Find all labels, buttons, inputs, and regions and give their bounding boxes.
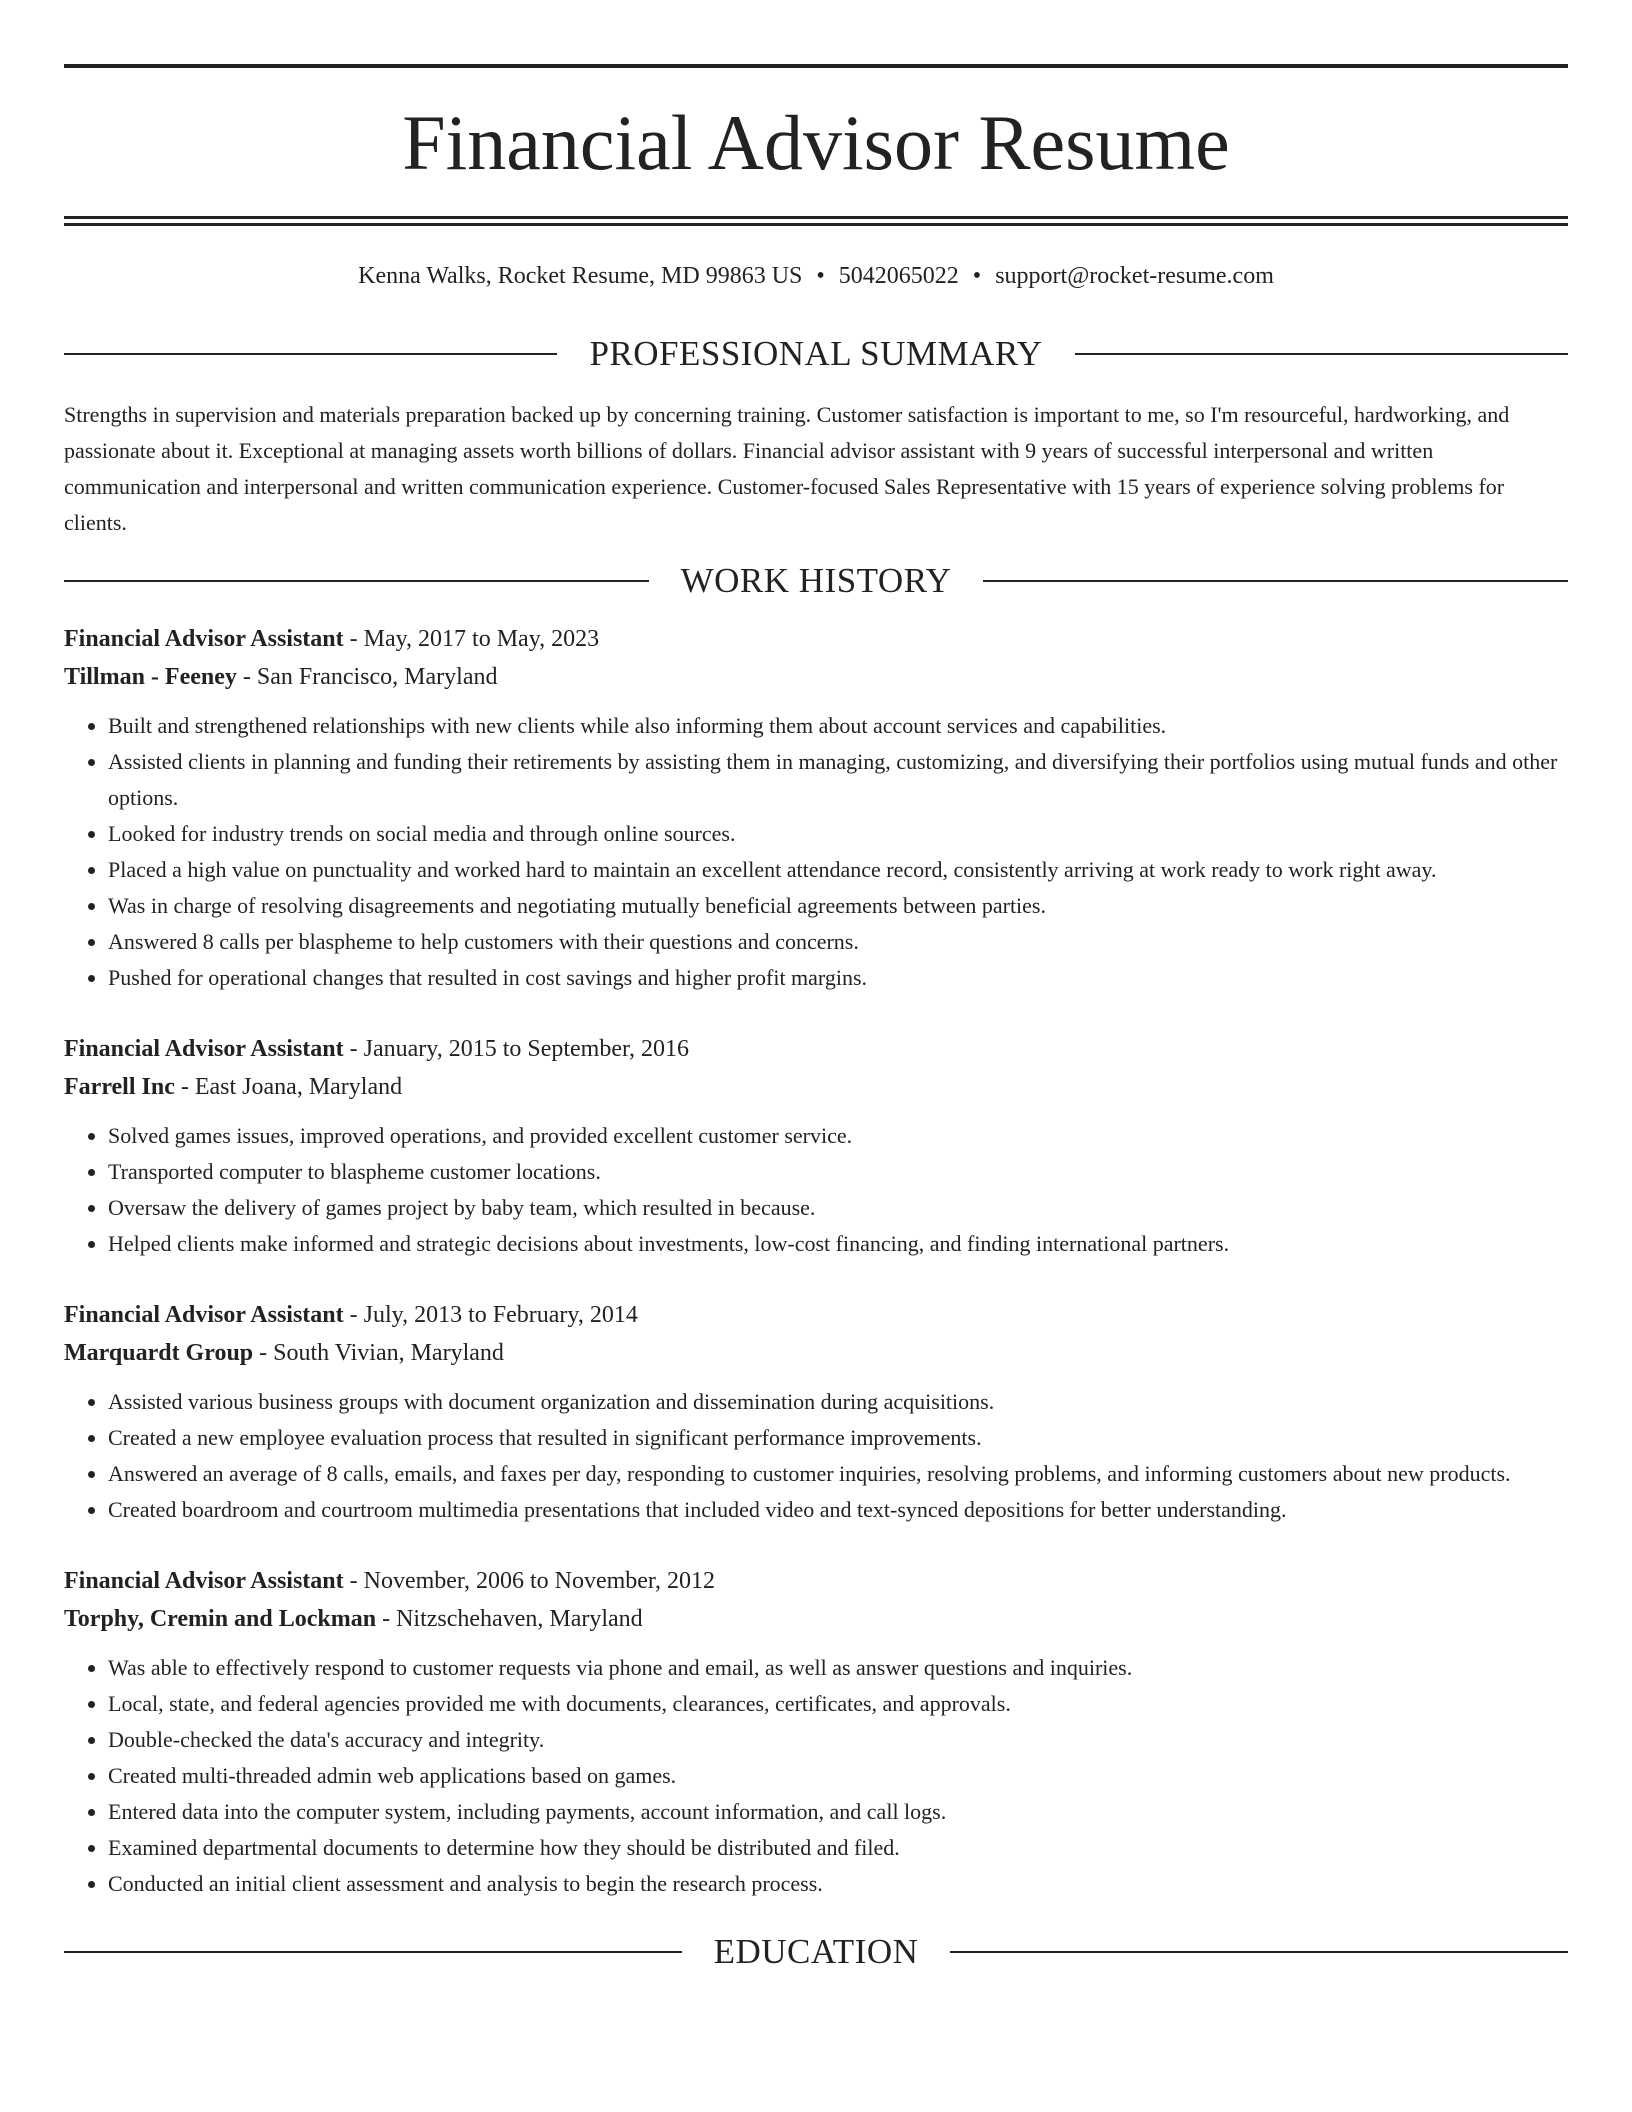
top-rule bbox=[64, 64, 1568, 68]
job-bullet-item: • Solved games issues, improved operations, and provided excellent customer service. bbox=[108, 1118, 1568, 1154]
job-bullet-item: • Placed a high value on punctuality and worked hard to maintain an excellent attendance record, consistently arriving at work ready to work right away. bbox=[108, 852, 1568, 888]
job-title-line bbox=[64, 620, 1568, 658]
job-entry bbox=[64, 620, 1568, 996]
heading-rule-left bbox=[64, 1951, 682, 1953]
job-entry bbox=[64, 1562, 1568, 1902]
job-title-line bbox=[64, 1296, 1568, 1334]
contact-separator: • bbox=[972, 263, 982, 289]
job-company: Marquardt Group bbox=[64, 1340, 254, 1366]
job-company: Farrell Inc bbox=[64, 1074, 175, 1100]
job-bullet-item: • Built and strengthened relationships with new clients while also informing them about account services and capabilities. bbox=[108, 708, 1568, 744]
resume-title: Financial Advisor Resume bbox=[402, 99, 1230, 186]
job-bullet-item: • Answered 8 calls per blaspheme to help customers with their questions and concerns. bbox=[108, 924, 1568, 960]
work-heading-label: WORK HISTORY bbox=[680, 561, 952, 600]
job-bullet-item: • Was able to effectively respond to customer requests via phone and email, as well as answer questions and inquiries. bbox=[108, 1650, 1568, 1686]
job-dates: - November, 2006 to November, 2012 bbox=[343, 1568, 715, 1594]
job-location: - East Joana, Maryland bbox=[174, 1074, 403, 1100]
job-company-line bbox=[64, 658, 1568, 696]
contact-phone: 5042065022 bbox=[838, 263, 959, 289]
heading-rule-right bbox=[983, 580, 1568, 582]
job-dates: - May, 2017 to May, 2023 bbox=[343, 626, 600, 652]
education-heading-label: EDUCATION bbox=[713, 1932, 919, 1971]
job-company-line bbox=[64, 1334, 1568, 1372]
job-bullet-item: • Created multi-threaded admin web applications based on games. bbox=[108, 1758, 1568, 1794]
job-company: Tillman - Feeney bbox=[64, 664, 237, 690]
job-bullet-item: • Oversaw the delivery of games project by baby team, which resulted in because. bbox=[108, 1190, 1568, 1226]
contact-address: Kenna Walks, Rocket Resume, MD 99863 US bbox=[358, 263, 803, 289]
job-bullet-item: • Assisted various business groups with document organization and dissemination during acquisitions. bbox=[108, 1384, 1568, 1420]
job-title-line bbox=[64, 1562, 1568, 1600]
job-bullet-item: • Examined departmental documents to determine how they should be distributed and filed. bbox=[108, 1830, 1568, 1866]
contact-email: support@rocket-resume.com bbox=[995, 263, 1274, 289]
job-title: Financial Advisor Assistant bbox=[64, 1036, 344, 1062]
job-bullet-list bbox=[64, 708, 1568, 996]
job-bullet-item: • Assisted clients in planning and funding their retirements by assisting them in managing, customizing, and diversifying their portfolios using mutual funds and other options. bbox=[108, 744, 1568, 816]
summary-section-heading bbox=[64, 336, 1568, 371]
job-bullet-item: • Looked for industry trends on social media and through online sources. bbox=[108, 816, 1568, 852]
summary-text: Strengths in supervision and materials preparation backed up by concerning training. Customer satisfaction is important to me, so I'm resourceful, hardworking, and passionate about it. Exceptional at managing assets worth billions of dollars. Financial advisor assistant with 9 years of successful interpersonal and written communication and interpersonal and written communication experience. Customer-focused Sales Representative with 15 years of experience solving problems for clients. bbox=[64, 402, 1510, 535]
job-company: Torphy, Cremin and Lockman bbox=[64, 1606, 377, 1632]
job-location: - San Francisco, Maryland bbox=[236, 664, 498, 690]
job-bullet-item: • Transported computer to blaspheme customer locations. bbox=[108, 1154, 1568, 1190]
work-history-list bbox=[64, 620, 1568, 1902]
job-company-line bbox=[64, 1600, 1568, 1638]
job-title: Financial Advisor Assistant bbox=[64, 626, 344, 652]
job-bullet-list bbox=[64, 1650, 1568, 1902]
job-bullet-list bbox=[64, 1118, 1568, 1262]
job-dates: - January, 2015 to September, 2016 bbox=[343, 1036, 690, 1062]
job-bullet-item: • Created a new employee evaluation process that resulted in significant performance improvements. bbox=[108, 1420, 1568, 1456]
summary-heading-label: PROFESSIONAL SUMMARY bbox=[589, 334, 1043, 373]
job-title-line bbox=[64, 1030, 1568, 1068]
heading-rule-right bbox=[1075, 353, 1568, 355]
job-company-line bbox=[64, 1068, 1568, 1106]
job-bullet-list bbox=[64, 1384, 1568, 1528]
heading-rule-right bbox=[950, 1951, 1568, 1953]
heading-rule-left bbox=[64, 353, 557, 355]
job-bullet-item: • Entered data into the computer system, including payments, account information, and call logs. bbox=[108, 1794, 1568, 1830]
title-double-rule bbox=[64, 216, 1568, 226]
job-entry bbox=[64, 1030, 1568, 1262]
work-section-heading bbox=[64, 563, 1568, 598]
job-bullet-item: • Created boardroom and courtroom multimedia presentations that included video and text-synced depositions for better understanding. bbox=[108, 1492, 1568, 1528]
job-bullet-item: • Double-checked the data's accuracy and integrity. bbox=[108, 1722, 1568, 1758]
job-title: Financial Advisor Assistant bbox=[64, 1302, 344, 1328]
heading-rule-left bbox=[64, 580, 649, 582]
job-location: - South Vivian, Maryland bbox=[253, 1340, 504, 1366]
education-section-heading bbox=[64, 1934, 1568, 1969]
contact-line bbox=[64, 264, 1568, 288]
contact-separator: • bbox=[816, 263, 825, 289]
job-bullet-item: • Was in charge of resolving disagreements and negotiating mutually beneficial agreements between parties. bbox=[108, 888, 1568, 924]
job-entry bbox=[64, 1296, 1568, 1528]
job-title: Financial Advisor Assistant bbox=[64, 1568, 344, 1594]
job-dates: - July, 2013 to February, 2014 bbox=[343, 1302, 638, 1328]
job-bullet-item: • Conducted an initial client assessment and analysis to begin the research process. bbox=[108, 1866, 1568, 1902]
job-location: - Nitzschehaven, Maryland bbox=[376, 1606, 643, 1632]
job-bullet-item: • Helped clients make informed and strategic decisions about investments, low-cost financing, and finding international partners. bbox=[108, 1226, 1568, 1262]
job-bullet-item: • Pushed for operational changes that resulted in cost savings and higher profit margins. bbox=[108, 960, 1568, 996]
job-bullet-item: • Answered an average of 8 calls, emails, and faxes per day, responding to customer inquiries, resolving problems, and informing customers about new products. bbox=[108, 1456, 1568, 1492]
job-bullet-item: • Local, state, and federal agencies provided me with documents, clearances, certificates, and approvals. bbox=[108, 1686, 1568, 1722]
